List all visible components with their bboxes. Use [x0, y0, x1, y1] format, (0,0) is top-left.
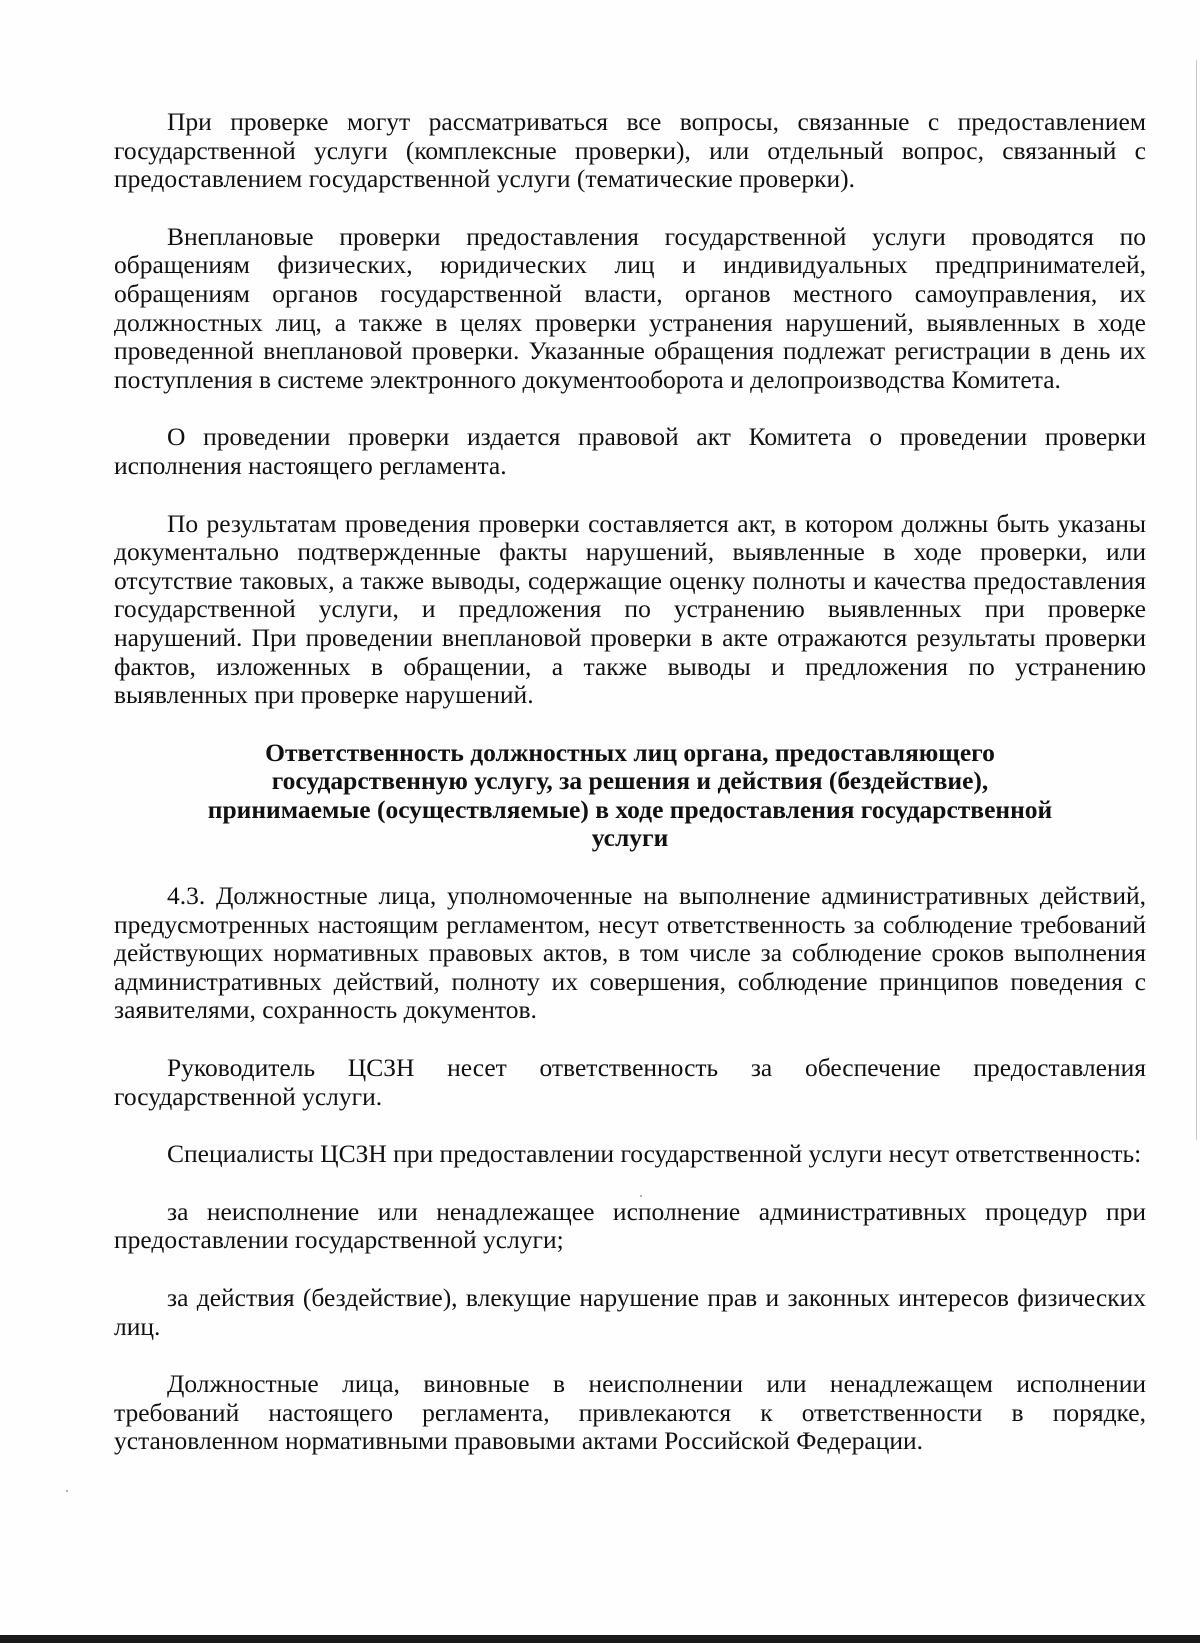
paragraph-guilty-officials: Должностные лица, виновные в неисполнении или ненадлежащем исполнении требований настоящего регламента, привлекаются к ответственности в порядке, установленном нормативными правовыми актами Российской Федерации.	[114, 1369, 1146, 1456]
section-heading-responsibility: Ответственность должностных лиц органа, предоставляющего государственную услугу, за решения и действия (бездействие), принимаемые (осуществляемые) в ходе предоставления государственной услуги	[207, 737, 1053, 853]
paragraph-head-responsibility: Руководитель ЦСЗН несет ответственность за обеспечение предоставления государственной услуги.	[114, 1053, 1146, 1111]
paragraph-inspection-scope: При проверке могут рассматриваться все вопросы, связанные с предоставлением государственной услуги (комплексные проверки), или отдельный вопрос, связанный с предоставлением государственной услуги (тематические проверки).	[114, 107, 1146, 194]
paragraph-actions-inaction: за действия (бездействие), влекущие нарушение прав и законных интересов физических лиц.	[114, 1283, 1146, 1341]
scan-edge-right	[1196, 60, 1197, 1140]
scan-edge-bottom	[0, 1635, 1200, 1643]
paragraph-inspection-act: О проведении проверки издается правовой акт Комитета о проведении проверки исполнения настоящего регламента.	[114, 422, 1146, 480]
scan-speck	[640, 1195, 642, 1197]
document-body	[114, 108, 1146, 1485]
paragraph-4-3-officials-responsibility: 4.3. Должностные лица, уполномоченные на выполнение административных действий, предусмотренных настоящим регламентом, несут ответственность за соблюдение требований действующих нормативных правовых актов, в том числе за соблюдение сроков выполнения административных действий, полноту их совершения, соблюдение принципов поведения с заявителями, сохранность документов.	[114, 881, 1146, 1025]
paragraph-specialists-responsibility: Специалисты ЦСЗН при предоставлении государственной услуги несут ответственность:	[167, 1139, 1142, 1169]
scan-speck	[66, 1490, 68, 1492]
paragraph-nonperformance: за неисполнение или ненадлежащее исполнение административных процедур при предоставлении государственной услуги;	[114, 1196, 1146, 1255]
paragraph-inspection-results: По результатам проведения проверки составляется акт, в котором должны быть указаны документально подтвержденные факты нарушений, выявленные в ходе проверки, или отсутствие таковых, а также выводы, содержащие оценку полноты и качества предоставления государственной услуги, и предложения по устранению выявленных при проверке нарушений. При проведении внеплановой проверки в акте отражаются результаты проверки фактов, изложенных в обращении, а также выводы и предложения по устранению выявленных при проверке нарушений.	[114, 508, 1146, 710]
paragraph-unscheduled-inspections: Внеплановые проверки предоставления государственной услуги проводятся по обращениям физических, юридических лиц и индивидуальных предпринимателей, обращениям органов государственной власти, органов местного самоуправления, их должностных лиц, а также в целях проверки устранения нарушений, выявленных в ходе проведенной внеплановой проверки. Указанные обращения подлежат регистрации в день их поступления в системе электронного документооборота и делопроизводства Комитета.	[114, 221, 1146, 394]
